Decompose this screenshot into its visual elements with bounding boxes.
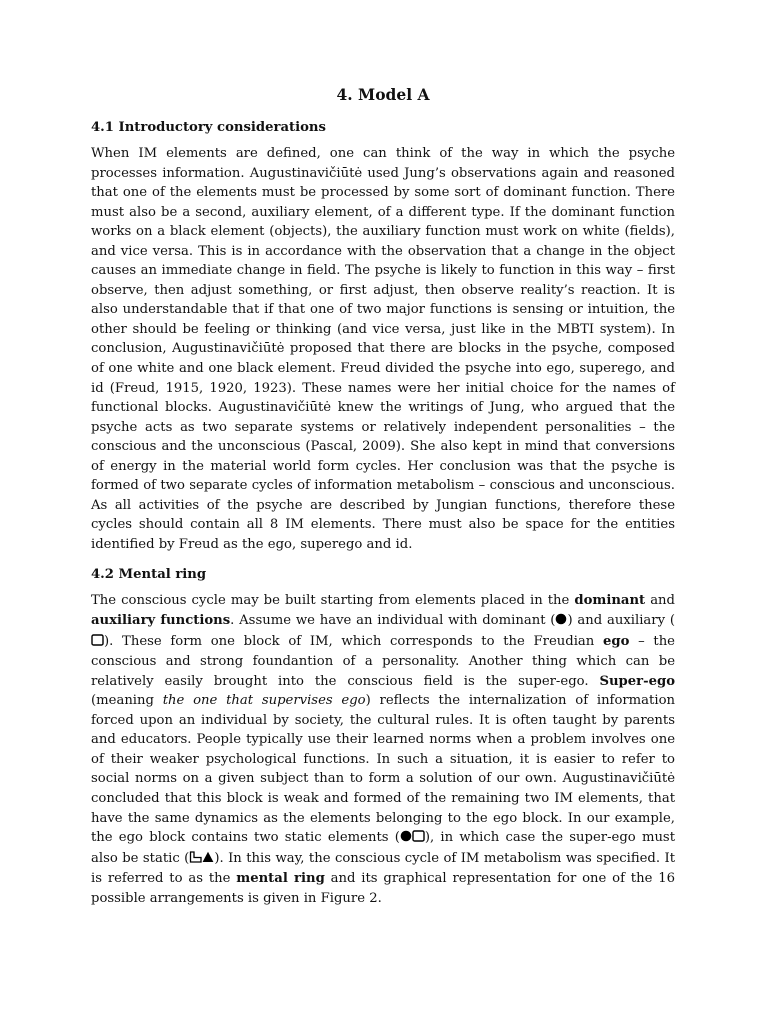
bold-term-mental-ring: mental ring [236,871,325,887]
text-run: ) reflects the internalization of information forced upon an individual by society, the cultural rules. It is often taught by parents and educators. People typically use their learned norms when a problem involves one of their weaker psychological functions. In such a situation, it is easier to refer to social norms on a given subject than to form a solution of our own. Augustinavičiūtė concluded that this block is weak and formed of the remaining two IM elements, that have the same dynamics as the elements belonging to the ego block. In our example, the ego block contains two static elements ( [91,693,675,846]
bold-term-super-ego: Super-ego [599,673,675,689]
text-run: ) and auxiliary ( [567,613,675,629]
black-triangle-icon [202,850,214,870]
text-run: and [645,593,675,609]
chapter-title: 4. Model A [336,85,430,104]
paragraph-mental-ring [91,591,675,908]
text-run: ). In this way, the conscious cycle of IM metabolism was specified. It is referred to as the [91,850,676,887]
section-heading-mental-ring: 4.2 Mental ring [91,567,207,583]
italic-phrase: the one that supervises ego [162,693,366,709]
black-circle-icon [400,829,412,849]
text-run: . Assume we have an individual with dominant ( [230,613,556,629]
text-run: ), in which case the super-ego must also be static ( [91,830,676,866]
black-circle-icon [555,612,567,632]
text-run: – the conscious and strong foundantion of a personality. Another thing which can be relatively easily brought into the conscious field is the super-ego. [91,633,675,689]
white-angle-icon [189,850,202,870]
paragraph-introductory: When IM elements are defined, one can think of the way in which the psyche processes information. Augustinavičiūtė used Jung’s observations again and reasoned that one of the elements must be processed by some sort of dominant function. There must also be a second, auxiliary element, of a different type. If the dominant function works on a black element (objects), the auxiliary function must work on white (fields), and vice versa. This is in accordance with the observation that a change in the object causes an immediate change in field. The psyche is likely to function in this way – first observe, then adjust something, or first adjust, then observe reality’s reaction. It is also understandable that if that one of two major functions is sensing or intuition, the other should be feeling or thinking (and vice versa, just like in the MBTI system). In conclusion, Augustinavičiūtė proposed that there are blocks in the psyche, composed of one white and one black element. Freud divided the psyche into ego, superego, and id (Freud, 1915, 1920, 1923). These names were her initial choice for the names of functional blocks. Augustinavičiūtė knew the writings of Jung, who argued that the psyche acts as two separate systems or relatively independent personalities – the conscious and the unconscious (Pascal, 2009). She also kept in mind that conversions of energy in the material world form cycles. Her conclusion was that the psyche is formed of two separate cycles of information metabolism – conscious and unconscious. As all activities of the psyche are described by Jungian functions, therefore these cycles should contain all 8 IM elements. There must also be space for the entities identified by Freud as the ego, superego and id. [91,146,675,552]
white-square-icon [91,633,104,653]
text-run: and its graphical representation for one of the 16 possible arrangements is given in Figure 2. [91,871,675,906]
white-square-icon [412,829,425,849]
bold-term-dominant: dominant [574,593,646,609]
section-heading-introductory: 4.1 Introductory considerations [91,120,326,135]
text-run: The conscious cycle may be built starting from elements placed in the [91,593,575,609]
bold-term-auxiliary: auxiliary functions [91,613,231,629]
bold-term-ego: ego [602,633,630,649]
text-run: ). These form one block of IM, which corresponds to the Freudian [104,633,603,649]
text-run: (meaning [91,693,163,709]
document-page [91,84,675,908]
